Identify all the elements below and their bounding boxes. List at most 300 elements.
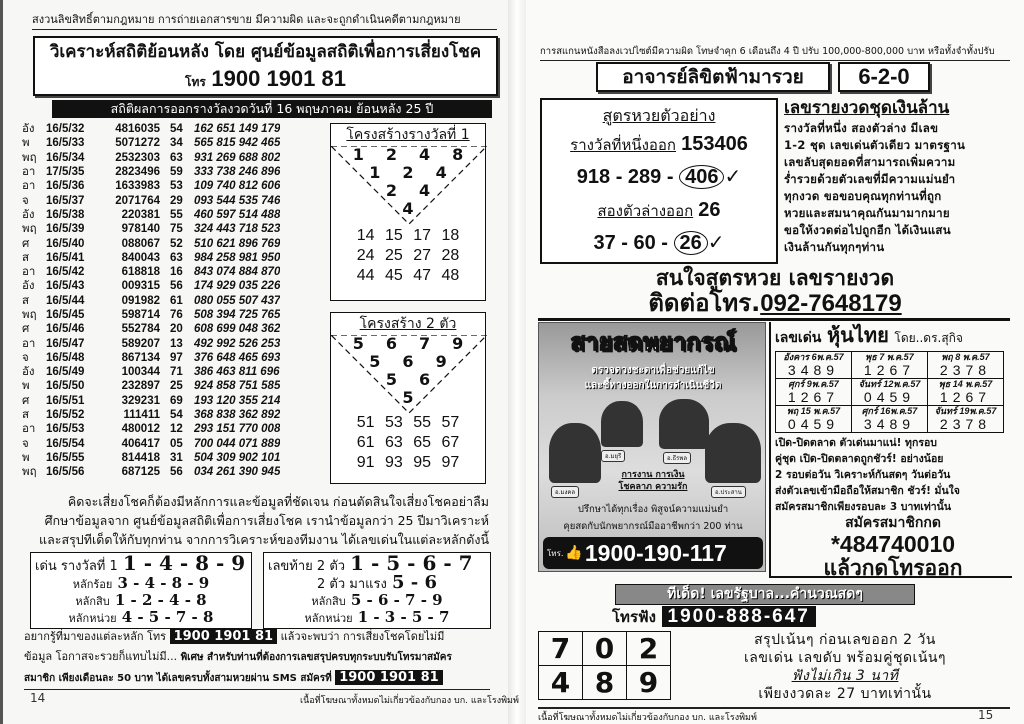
promo-line: เลขลับสุดยอดที่สามารถเพิ่มความ	[784, 155, 956, 169]
table-row	[22, 379, 280, 393]
date-cell: 16/5/42	[46, 266, 85, 279]
ad-subtitle: และชี้ทางออกในการดำเนินชีวิต	[584, 380, 722, 391]
day-cell: ส	[22, 251, 30, 264]
digit-row	[539, 666, 671, 700]
ad-line: คุยสดกับนักพยากรณ์มืออาชีพกว่า 200 ท่าน	[563, 521, 743, 532]
day-cell: พ	[22, 137, 30, 150]
ad-phone-prefix: โทร.	[547, 548, 564, 558]
hit-number: 26	[674, 231, 708, 255]
three-digit-cell: 843 074 884 870	[194, 266, 281, 279]
stock-number: 2378	[939, 362, 992, 378]
hit-number: 406	[679, 165, 724, 189]
stock-date: อังคาร 6พ.ค.57	[783, 352, 844, 362]
day-cell: อัง	[22, 366, 35, 379]
date-cell: 16/5/51	[46, 394, 85, 407]
summary-line: เพียงงวดละ 27 บาทเท่านั้น	[758, 686, 932, 702]
digit-cell: 9	[627, 666, 671, 700]
table-row	[22, 365, 280, 379]
page-footer: เนื้อที่โฆษณาทั้งหมดไม่เกี่ยวข้องกับกอง บก. และโรงพิมพ์	[300, 696, 519, 706]
structure-digit: 2	[385, 181, 397, 200]
signup-code[interactable]: *484740010	[830, 531, 956, 557]
two-digit-cell: 25	[170, 380, 183, 393]
analysis-paragraph	[24, 492, 489, 549]
two-digit-cell: 56	[170, 466, 183, 479]
first-prize-cell: 009315	[121, 280, 160, 293]
date-cell: 16/5/53	[46, 423, 85, 436]
three-digit-cell: 324 443 718 523	[194, 223, 281, 236]
three-digit-cell: 376 648 465 693	[194, 351, 281, 364]
digit-cell: 2	[627, 632, 671, 666]
stock-date: พุธ 7 พ.ค.57	[865, 352, 914, 362]
pick-row-value: 3 - 4 - 8 - 9	[117, 574, 210, 592]
contact-block	[540, 266, 1010, 317]
structure-first-prize	[330, 123, 486, 301]
first-prize-cell: 406417	[121, 437, 160, 450]
stock-row	[776, 406, 1004, 433]
three-digit-cell: 608 699 048 362	[194, 323, 281, 336]
first-prize-picks	[30, 552, 252, 629]
check-icon: ✓	[724, 166, 742, 188]
structure-row	[331, 335, 485, 353]
stock-line: ส่งตัวเลขเข้ามือถือให้สมาชิก ชัวร์! มั่นใจ	[775, 485, 960, 497]
summary-line: เลขเด่น เลขดับ พร้อมคู่ชุดเน้นๆ	[744, 650, 946, 666]
promo-line: ทุกงวด ขอขอบคุณทุกท่านที่ถูก	[784, 189, 942, 203]
digit-cell: 4	[539, 666, 583, 700]
date-cell: 16/5/45	[46, 309, 85, 321]
promo-line: ร่ำรวยด้วยตัวเลขที่มีความแม่นยำ	[784, 172, 956, 186]
first-prize-cell: 1633983	[115, 180, 160, 193]
hot-banner: ทีเด็ด! เลขรัฐบาล...คำนวณสดๆ	[615, 584, 915, 605]
date-cell: 16/5/52	[46, 409, 85, 422]
two-digit-cell: 29	[170, 194, 183, 207]
day-cell: ศ	[22, 323, 30, 336]
contact-phone[interactable]: 092-7648179	[760, 290, 902, 317]
table-row	[22, 336, 280, 350]
stock-number: 1267	[863, 362, 916, 378]
pick-row-label: หลักสิบ	[311, 595, 346, 608]
paragraph-line: คิดจะเสี่ยงโชคก็ต้องมีหลักการและข้อมูลที่ชัดเจน ก่อนตัดสินใจเสี่ยงโชคอย่าลืม	[67, 494, 489, 509]
pair-row: 14 15 17 18	[356, 227, 460, 244]
promo-phone: 1900 1901 81	[335, 670, 443, 685]
strong-label: 2 ตัว มาแรง	[316, 577, 387, 592]
date-cell: 16/5/40	[46, 237, 85, 250]
structure-rows	[331, 146, 485, 218]
three-digit-cell: 174 929 035 226	[194, 280, 281, 293]
page-number: 15	[978, 708, 994, 722]
stock-cell	[852, 406, 928, 433]
listen-label: โทรฟัง	[612, 608, 656, 626]
two-digit-cell: 13	[170, 337, 183, 350]
first-prize-cell: 100344	[121, 366, 160, 379]
stock-cell	[852, 352, 928, 379]
two-digit-cell: 97	[170, 351, 183, 364]
check-icon: ✓	[707, 232, 725, 254]
structure-rows	[331, 335, 485, 407]
stock-author: โดย..ดร.สุกิจ	[894, 331, 963, 345]
stock-date: พฤ 8 พ.ค.57	[941, 352, 990, 362]
structure-row	[331, 353, 485, 371]
pick-row-value: 4 - 5 - 7 - 8	[121, 608, 214, 626]
pick-row-label: หลักหน่วย	[304, 612, 353, 625]
structure-digit: 6	[385, 334, 397, 353]
page-footer: เนื้อที่โฆษณาทั้งหมดไม่เกี่ยวข้องกับกอง บก. และโรงพิมพ์	[538, 713, 757, 723]
structure-digit: 8	[452, 145, 464, 164]
two-digit-cell: 75	[170, 223, 183, 236]
stats-banner: สถิติผลการออกรางวัลงวดวันที่ 16 พฤษภาคม ย้อนหลัง 25 ปี	[52, 100, 492, 118]
astrologer-photo	[659, 399, 709, 449]
stock-cell	[928, 406, 1004, 433]
ad-title: สายสดพยากรณ์	[570, 328, 736, 356]
structure-row	[331, 389, 485, 407]
day-cell: อา	[22, 166, 36, 179]
structure-digit: 4	[419, 145, 431, 164]
structure-digit: 9	[435, 352, 447, 371]
astrologer-photo	[601, 401, 643, 447]
promo-text	[24, 627, 490, 690]
day-cell: ศ	[22, 394, 30, 407]
astrologer-photo	[549, 423, 601, 483]
three-digit-cell: 093 544 535 746	[194, 194, 281, 207]
structure-row	[331, 371, 485, 389]
formula-sequence: 37 - 60 -	[593, 232, 668, 254]
table-row	[22, 165, 280, 179]
paragraph-line: ศึกษาข้อมูลจาก ศูนย์ข้อมูลสถิติเพื่อการเสี่ยงโชค เรานำข้อมูลกว่า 25 ปีมาวิเคราะห์	[44, 513, 489, 528]
day-cell: อัง	[22, 280, 35, 293]
formula-sequence: 918 - 289 -	[576, 166, 674, 188]
first-prize-cell: 2071764	[115, 194, 160, 207]
stock-cell	[776, 379, 852, 406]
day-cell: จ	[22, 437, 29, 450]
promo-line: หวยและสมนาคุณกันมามากมาย	[784, 206, 950, 220]
three-digit-cell: 924 858 751 585	[194, 380, 281, 393]
first-prize-cell: 088067	[121, 237, 160, 250]
structure-grid	[331, 226, 485, 286]
two-digit-cell: 59	[170, 166, 183, 179]
three-digit-cell: 193 120 355 214	[194, 394, 281, 407]
structure-digit: 5	[352, 334, 364, 353]
summary-line: ฟังไม่เกิน 3 นาที	[791, 668, 899, 684]
footer-rule	[538, 707, 1010, 709]
two-digit-cell: 61	[170, 294, 183, 307]
three-digit-cell: 034 261 390 945	[194, 466, 281, 479]
first-prize-cell: 220381	[121, 208, 160, 221]
date-cell: 16/5/50	[46, 380, 85, 393]
structure-row	[331, 146, 485, 164]
pick-row-value: 1 - 2 - 4 - 8	[114, 591, 207, 609]
promo-line: 1-2 ชุด เลขเด่นตัวเดียว มาตรฐาน	[784, 138, 966, 152]
three-digit-cell: 565 815 942 465	[194, 137, 281, 150]
date-cell: 16/5/32	[46, 123, 85, 136]
structure-title: โครงสร้าง 2 ตัว	[359, 316, 457, 332]
page-gutter	[508, 0, 526, 724]
structure-row	[331, 182, 485, 200]
stock-date: พุธ 14 พ.ค.57	[938, 379, 993, 389]
table-row	[22, 437, 280, 451]
table-row	[22, 308, 280, 322]
date-cell: 16/5/46	[46, 323, 85, 336]
title-code: 6-2-0	[838, 62, 930, 92]
first-prize-cell: 687125	[121, 466, 160, 479]
date-cell: 16/5/47	[46, 337, 85, 350]
signup-label: สมัครสมาชิกกด	[845, 515, 941, 531]
structure-digit: 7	[419, 334, 431, 353]
two-digit-cell: 05	[170, 437, 183, 450]
first-prize-cell: 589207	[121, 337, 160, 350]
two-digit-cell: 63	[170, 251, 183, 264]
analysis-title: วิเคราะห์สถิติย้อนหลัง โดย ศูนย์ข้อมูลสถิติเพื่อการเสี่ยงโชค	[49, 42, 482, 62]
day-cell: ส	[22, 294, 30, 307]
three-digit-cell: 080 055 507 437	[194, 294, 281, 307]
day-cell: พ	[22, 380, 30, 393]
two-digit-label: สองตัวล่างออก	[597, 202, 694, 220]
first-prize-cell: 840043	[121, 251, 160, 264]
promo-line: ข้อมูล โอกาสจะรวยก็แทบไม่มี...	[24, 650, 178, 663]
strong-value: 5 - 6	[391, 572, 437, 593]
digit-row	[539, 632, 671, 666]
stock-number: 3489	[863, 416, 916, 432]
promo-special: พิเศษ สำหรับท่านที่ต้องการเลขสรุปครบทุกระบบรับโทรมาสมัคร	[180, 652, 452, 663]
ad-line: ปรึกษาได้ทุกเรื่อง พิสูจน์ความแม่นยำ	[577, 504, 729, 515]
astrologer-photo	[705, 423, 761, 483]
day-cell: อา	[22, 266, 36, 279]
summary-line: สรุปเน้นๆ ก่อนเลขออก 2 วัน	[754, 632, 936, 648]
analysis-title-box	[33, 36, 498, 96]
three-digit-cell: 700 044 071 889	[194, 437, 281, 450]
table-row	[22, 265, 280, 279]
three-digit-cell: 460 597 514 488	[194, 208, 281, 221]
ad-topics: การงาน การเงิน	[621, 470, 685, 480]
three-digit-cell: 333 738 246 896	[194, 166, 281, 179]
three-digit-cell: 508 394 725 765	[194, 309, 281, 321]
promo-sms: สมาชิก เพียงเดือนละ 50 บาท ได้เลขครบทั้งสามหวยผ่าน SMS สมัครที่	[24, 673, 332, 684]
stock-date: ศุกร์ 16พ.ค.57	[861, 406, 918, 416]
stock-brand: หุ้นไทย	[826, 323, 889, 347]
three-digit-cell: 504 309 902 101	[194, 451, 281, 464]
listen-phone[interactable]: 1900-888-647	[662, 606, 816, 627]
ad-subtitle: ตรวจดวงชะตาเพื่อช่วยแก้ไข	[591, 365, 715, 376]
table-row	[22, 422, 280, 436]
two-digit-value: 26	[698, 199, 721, 221]
summary	[680, 631, 1010, 703]
phone-prefix: โทร	[185, 75, 206, 89]
day-cell: อา	[22, 423, 36, 436]
page-title: อาจารย์ลิขิตฟ้ามารวย	[596, 62, 830, 92]
first-prize-label: รางวัลที่หนึ่งออก	[570, 136, 677, 154]
title-phone: 1900 1901 81	[211, 66, 346, 91]
first-prize-cell: 329231	[121, 394, 160, 407]
day-cell: อัง	[22, 208, 35, 221]
table-row	[22, 208, 280, 222]
ad-phone: 1900-190-117	[584, 539, 727, 566]
stock-number: 2378	[939, 416, 992, 432]
two-digit-cell: 31	[170, 451, 183, 464]
name-tag: อ.มยุรี	[601, 450, 625, 462]
table-row	[22, 193, 280, 207]
contact-prefix: ติดต่อโทร.	[648, 289, 761, 317]
stock-date: ศุกร์ 9พ.ค.57	[788, 379, 839, 389]
table-row	[22, 279, 280, 293]
digit-cell: 0	[583, 632, 627, 666]
digit-cell: 8	[583, 666, 627, 700]
structure-digit: 2	[402, 163, 414, 182]
day-cell: อา	[22, 180, 36, 193]
date-cell: 16/5/44	[46, 294, 85, 307]
pair-row: 51 53 55 57	[356, 414, 460, 431]
date-cell: 16/5/55	[46, 451, 85, 464]
first-prize-cell: 232897	[121, 380, 160, 393]
listen-line	[612, 606, 816, 628]
structure-digit: 2	[385, 145, 397, 164]
first-prize-cell: 814418	[121, 451, 160, 464]
pair-row: 24 25 27 28	[356, 247, 460, 264]
table-row	[22, 251, 280, 265]
first-prize-cell: 5071272	[115, 137, 160, 150]
table-row	[22, 465, 280, 479]
date-cell: 16/5/39	[46, 223, 85, 236]
first-prize-cell: 2532303	[115, 151, 160, 164]
table-row	[22, 236, 280, 250]
table-row	[22, 136, 280, 150]
pick-value: 1 - 5 - 6 - 7	[350, 551, 473, 575]
structure-two-digit	[330, 312, 486, 484]
date-cell: 16/5/36	[46, 180, 85, 193]
stock-line: เปิด-ปิดตลาด ตัวเด่นมาแน่! ทุกรอบ	[775, 437, 937, 449]
two-digit-cell: 76	[170, 309, 183, 321]
day-cell: จ	[22, 351, 29, 364]
digit-grid	[538, 631, 671, 700]
first-prize-cell: 4816035	[115, 123, 160, 136]
promo-phone: 1900 1901 81	[170, 629, 278, 644]
first-prize-cell: 111411	[123, 409, 160, 422]
promo-column	[784, 97, 1010, 256]
first-prize-cell: 552784	[121, 323, 160, 336]
promo-heading: เลขรายงวดชุดเงินล้าน	[784, 98, 950, 118]
stock-number: 0459	[863, 389, 916, 405]
two-digit-cell: 71	[170, 366, 183, 379]
date-cell: 16/5/33	[46, 137, 85, 150]
table-row	[22, 222, 280, 236]
stock-row	[776, 379, 1004, 406]
two-digit-cell: 55	[170, 208, 183, 221]
digit-cell: 7	[539, 632, 583, 666]
two-digit-cell: 16	[170, 266, 183, 279]
date-cell: 16/5/54	[46, 437, 85, 450]
table-row	[22, 394, 280, 408]
first-prize-cell: 598714	[121, 309, 160, 321]
three-digit-cell: 510 621 896 769	[194, 237, 281, 250]
stock-number: 0459	[787, 416, 840, 432]
first-prize-value: 153406	[681, 133, 748, 155]
ad-topics: โชคลาภ ความรัก	[618, 482, 688, 492]
date-cell: 16/5/48	[46, 351, 85, 364]
two-digit-cell: 54	[170, 409, 183, 422]
stock-date: จันทร์ 12พ.ค.57	[858, 379, 921, 389]
promo-line: รางวัลที่หนึ่ง สองตัวล่าง มีเลข	[784, 121, 939, 135]
structure-title: โครงสร้างรางวัลที่ 1	[346, 127, 470, 143]
two-digit-cell: 12	[170, 423, 183, 436]
date-cell: 16/5/38	[46, 208, 85, 221]
copyright-notice: สงวนลิขสิทธิ์ตามกฎหมาย การถ่ายเอกสารขาย มีความผิด และจะถูกดำเนินคดีตามกฎหมาย	[32, 10, 497, 30]
name-tag: อ.ธีรพล	[663, 452, 691, 464]
structure-digit: 4	[402, 199, 414, 218]
two-digit-cell: 20	[170, 323, 183, 336]
two-digit-cell: 56	[170, 280, 183, 293]
table-row	[22, 179, 280, 193]
structure-digit: 4	[419, 181, 431, 200]
pick-row-value: 5 - 6 - 7 - 9	[350, 591, 443, 609]
table-row	[22, 351, 280, 365]
three-digit-cell: 931 269 688 802	[194, 151, 281, 164]
promo-line: เงินล้านกันทุกๆท่าน	[784, 240, 885, 254]
day-cell: พฤ	[22, 151, 37, 164]
scan-warning: การสแกนหนังสือลงเวปไซต์มีความผิด โทษจำคุก 6 เดือนถึง 4 ปี ปรับ 100,000-800,000 บาท หรือทั้งจำทั้งปรับ	[540, 44, 1010, 61]
pick-row-value: 1 - 3 - 5 - 7	[357, 608, 450, 626]
two-digit-cell: 69	[170, 394, 183, 407]
date-cell: 16/5/49	[46, 366, 85, 379]
divider	[538, 318, 1010, 321]
first-prize-cell: 978140	[121, 223, 160, 236]
day-cell: พ	[22, 451, 30, 464]
signup-then: แล้วกดโทรออก	[823, 556, 963, 580]
name-tag: อ.มงคล	[551, 486, 579, 498]
day-cell: ส	[22, 409, 30, 422]
day-cell: จ	[22, 194, 29, 207]
thumbs-up-icon: 👍	[565, 545, 583, 561]
date-cell: 17/5/35	[46, 166, 85, 179]
day-cell: อา	[22, 337, 36, 350]
stock-lines	[775, 435, 1011, 515]
stock-line: คู่ชุด เปิด-ปิดตลาดถูกชัวร์! อย่างน้อย	[775, 453, 944, 465]
stock-cell	[776, 352, 852, 379]
pick-title: เด่น รางวัลที่ 1	[35, 559, 118, 574]
stock-date: พฤ 15 พ.ค.57	[786, 406, 841, 416]
contact-line: สนใจสูตรหวย เลขรายงวด	[655, 266, 895, 290]
date-cell: 16/5/37	[46, 194, 85, 207]
pair-row: 44 45 47 48	[356, 267, 460, 284]
astrology-ad	[538, 322, 766, 572]
stock-cell	[928, 379, 1004, 406]
day-cell: ศ	[22, 237, 30, 250]
pick-value: 1 - 4 - 8 - 9	[122, 551, 246, 575]
stock-row	[776, 352, 1004, 379]
stats-table	[22, 122, 280, 479]
table-row	[22, 408, 280, 422]
page-number: 14	[30, 691, 46, 705]
table-row	[22, 122, 280, 136]
ad-phone-bar[interactable]	[543, 537, 763, 569]
first-prize-cell: 091982	[121, 294, 160, 307]
two-digit-cell: 52	[170, 237, 183, 250]
pick-row-label: หลักสิบ	[75, 595, 110, 608]
formula-box	[540, 98, 778, 264]
promo-line: ขอให้งวดต่อไปถูกอีก ได้เงินแสน	[784, 223, 951, 237]
date-cell: 16/5/56	[46, 466, 85, 479]
structure-digit: 4	[435, 163, 447, 182]
structure-row	[331, 200, 485, 218]
day-cell: พฤ	[22, 223, 37, 236]
day-cell: อัง	[22, 123, 35, 136]
stock-tips	[769, 322, 1012, 578]
three-digit-cell: 492 992 526 253	[194, 337, 281, 350]
stock-cell	[928, 352, 1004, 379]
pick-row-label: หลักหน่วย	[68, 612, 117, 625]
name-tag: อ.ประสาน	[711, 486, 746, 498]
pick-row-label: หลักร้อย	[72, 578, 113, 591]
structure-grid	[331, 413, 485, 473]
pair-row: 91 93 95 97	[356, 454, 460, 471]
day-cell: พฤ	[22, 309, 37, 321]
table-row	[22, 322, 280, 336]
